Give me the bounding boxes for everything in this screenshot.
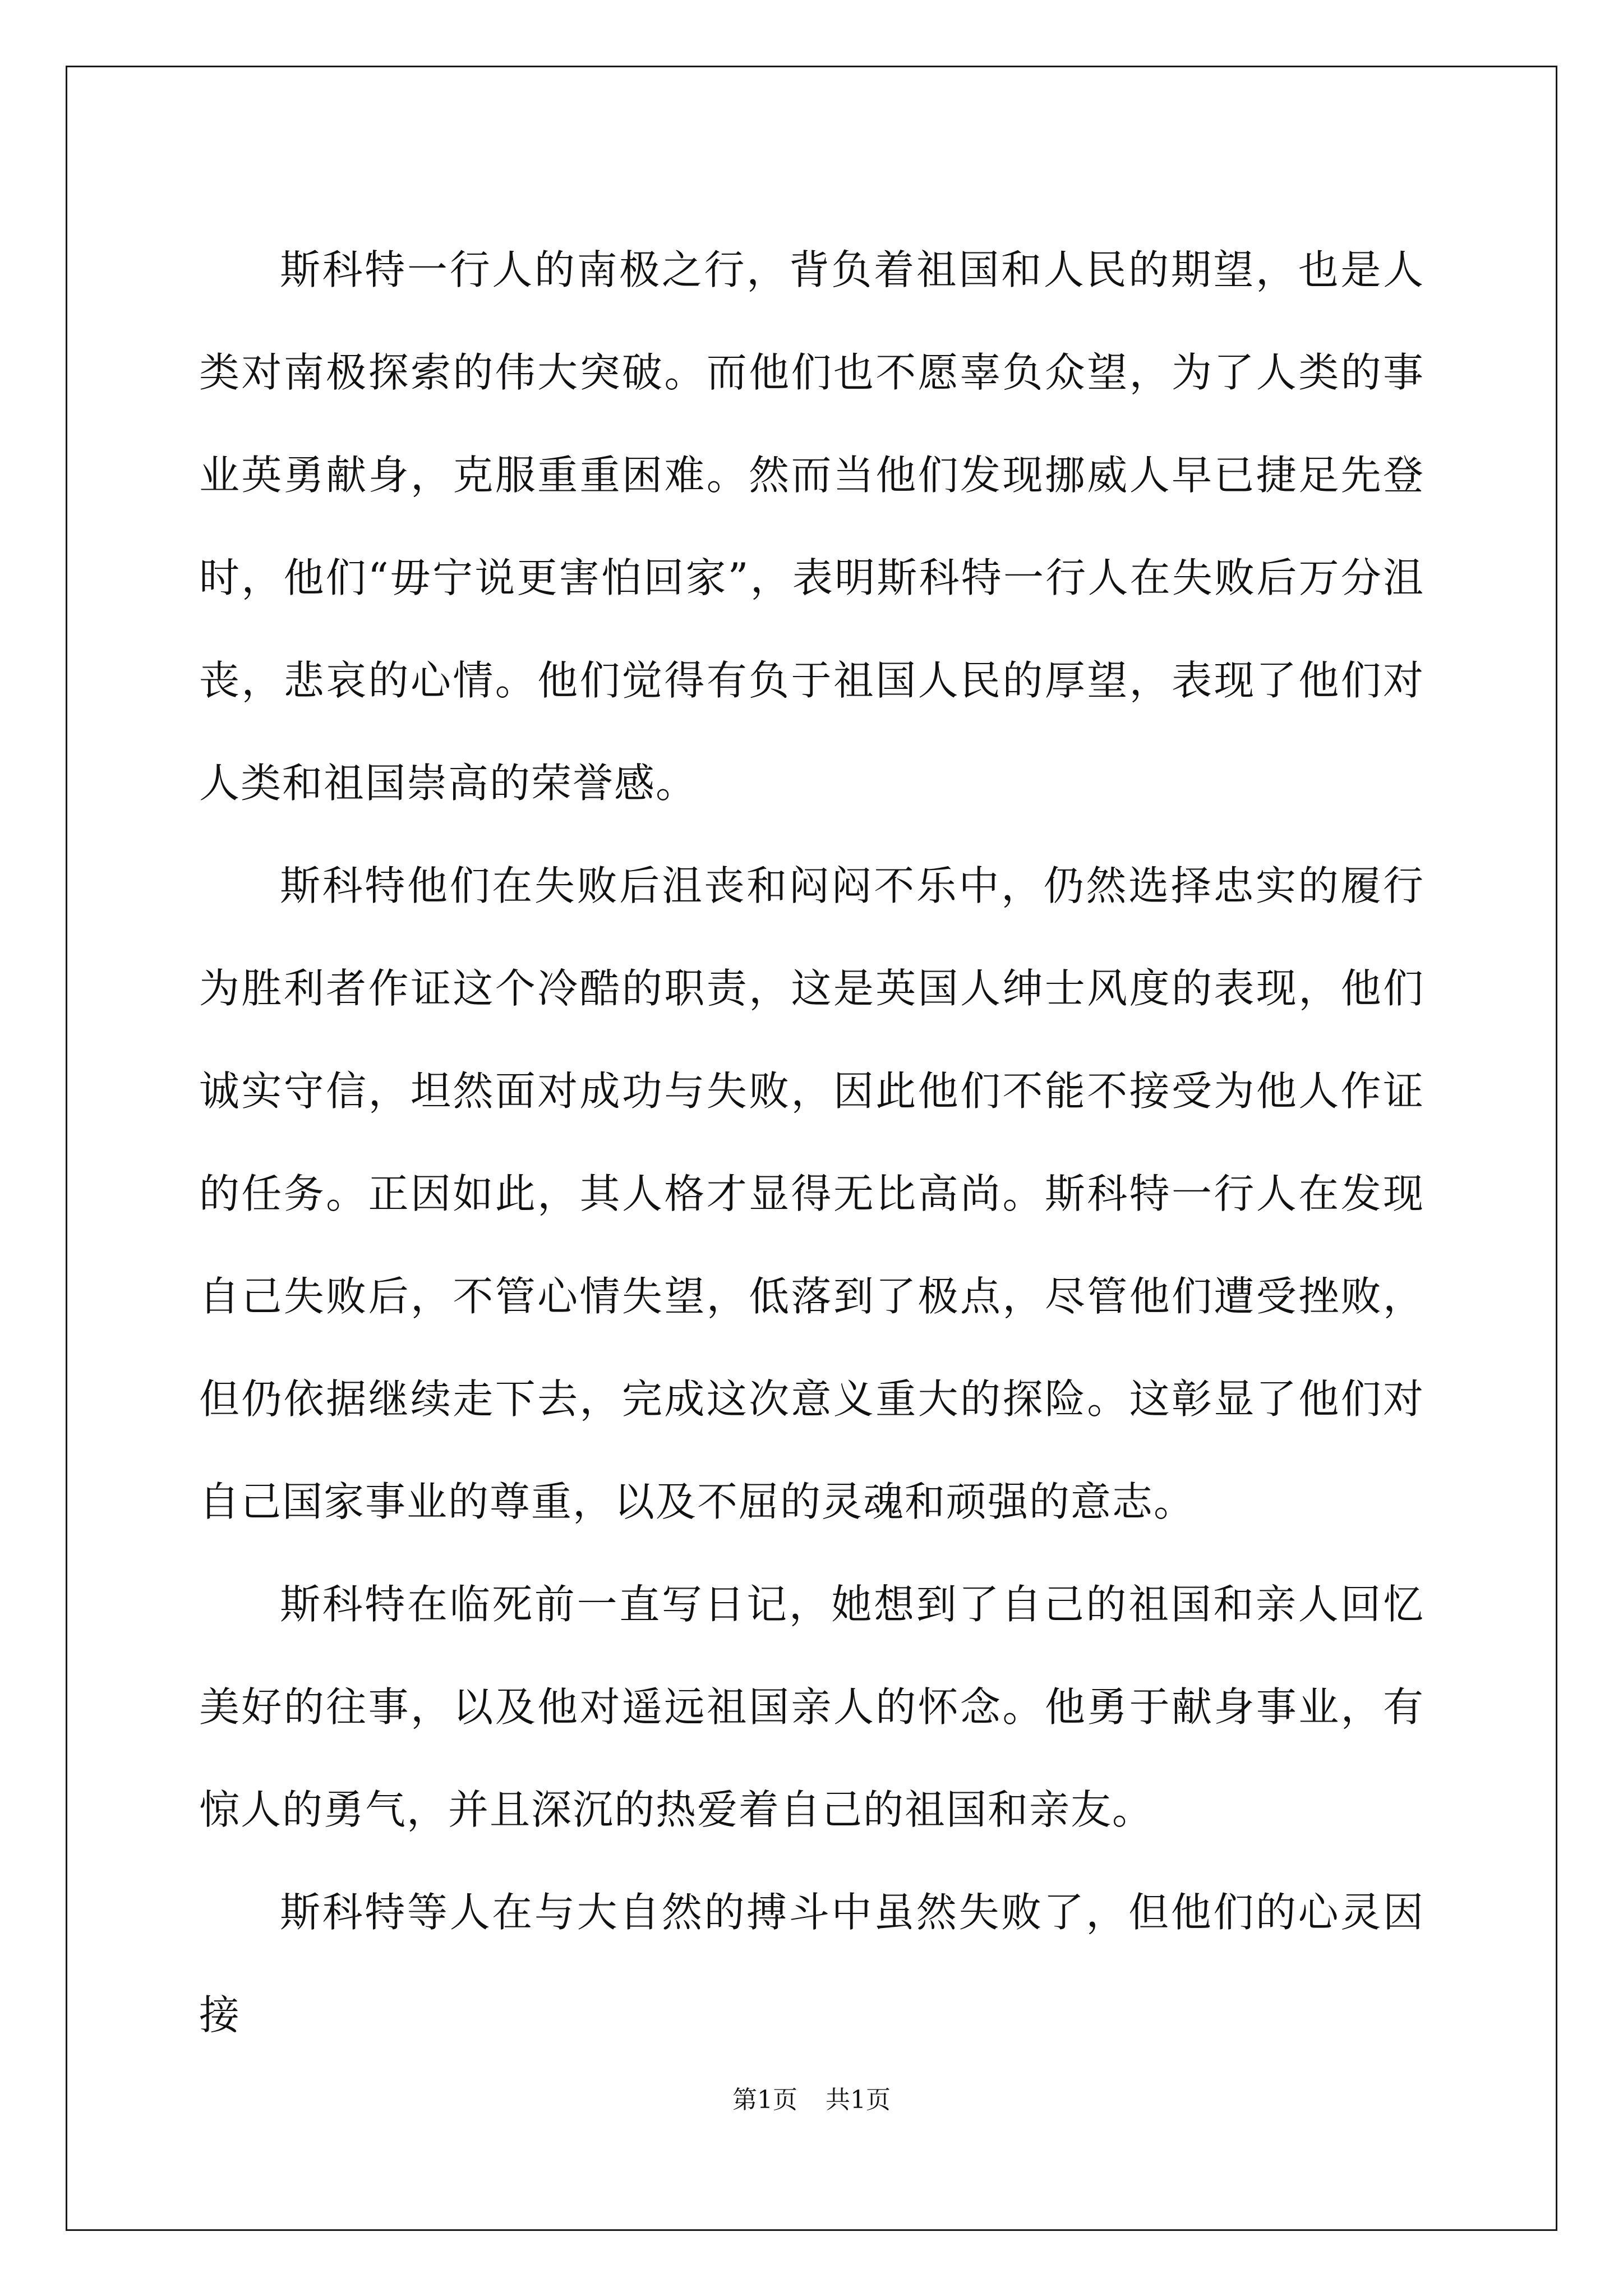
paragraph-3: 斯科特在临死前一直写日记，她想到了自己的祖国和亲人回忆美好的往事，以及他对遥远祖国亲人的怀念。他勇于献身事业，有惊人的勇气，并且深沉的热爱着自己的祖国和亲友。: [199, 1581, 1424, 1833]
paragraph-2: 斯科特他们在失败后沮丧和闷闷不乐中，仍然选择忠实的履行为胜利者作证这个冷酷的职责，这是英国人绅士风度的表现，他们诚实守信，坦然面对成功与失败，因此他们不能不接受为他人作证的任务。正因如此，其人格才显得无比高尚。斯科特一行人在发现自己失败后，不管心情失望，低落到了极点，尽管他们遭受挫败，但仍依据继续走下去，完成这次意义重大的探险。这彰显了他们对自己国家事业的尊重，以及不屈的灵魂和顽强的意志。: [199, 862, 1424, 1525]
document-body: [199, 219, 1424, 2067]
paragraph-1: 斯科特一行人的南极之行，背负着祖国和人民的期望，也是人类对南极探索的伟大突破。而他们也不愿辜负众望，为了人类的事业英勇献身，克服重重困难。然而当他们发现挪威人早已捷足先登时，他们“毋宁说更害怕回家”，表明斯科特一行人在失败后万分沮丧，悲哀的心情。他们觉得有负于祖国人民的厚望，表现了他们对人类和祖国崇高的荣誉感。: [199, 246, 1424, 807]
page-footer: [0, 2083, 1623, 2117]
page-number-total: 共1页: [826, 2086, 891, 2114]
page-number-current: 第1页: [732, 2086, 797, 2114]
paragraph-4: 斯科特等人在与大自然的搏斗中虽然失败了，但他们的心灵因接: [199, 1889, 1424, 2039]
